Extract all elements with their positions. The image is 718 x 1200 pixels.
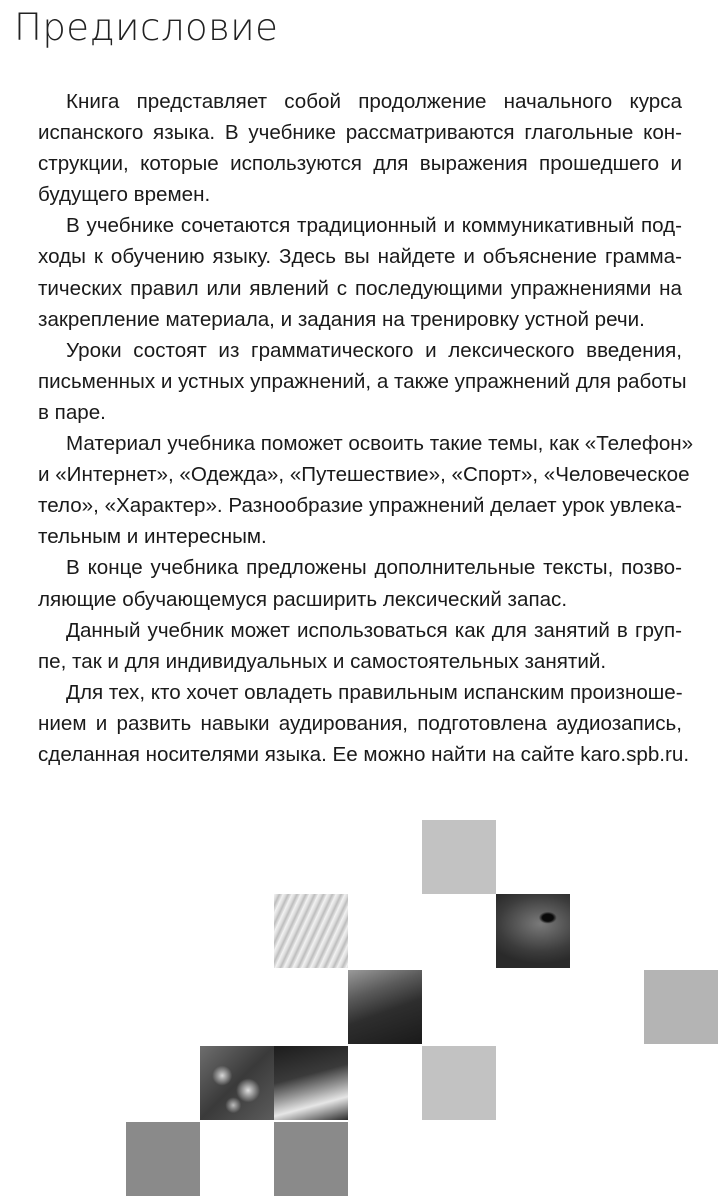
text-line: тельным и интересным. — [38, 525, 267, 549]
mosaic-tile — [422, 820, 496, 894]
mosaic-photo-tile — [348, 970, 422, 1044]
page-title: Предисловие — [14, 6, 279, 49]
text-line: и «Интернет», «Одежда», «Путешествие», «Спорт», «Человеческое — [38, 463, 690, 487]
text-line: закрепление материала, и задания на тренировку устной речи. — [38, 307, 645, 331]
mosaic-tile — [126, 1122, 200, 1196]
text-line: Материал учебника поможет освоить такие темы, как «Телефон» — [66, 432, 694, 456]
text-line: испанского языка. В учебнике рассматриваются глагольные кон- — [38, 121, 682, 145]
mosaic-photo-tile — [496, 894, 570, 968]
text-line: в паре. — [38, 400, 106, 424]
text-line: тических правил или явлений с последующими упражнениями на — [38, 276, 682, 300]
mosaic-photo-tile — [274, 894, 348, 968]
text-line: нием и развить навыки аудирования, подготовлена аудиозапись, — [38, 711, 682, 735]
text-line: ходы к обучению языку. Здесь вы найдете и объяснение грамма- — [38, 245, 682, 269]
text-line: пе, так и для индивидуальных и самостоятельных занятий. — [38, 649, 607, 673]
text-line: В конце учебника предложены дополнительные тексты, позво- — [66, 556, 682, 580]
text-line: тело», «Характер». Разнообразие упражнений делает урок увлека- — [38, 494, 682, 518]
mosaic-photo-tile — [274, 1046, 348, 1120]
mosaic-tile — [422, 1046, 496, 1120]
text-line: Данный учебник может использоваться как для занятий в груп- — [66, 618, 682, 642]
text-line: Книга представляет собой продолжение начального курса — [66, 90, 682, 113]
text-line: письменных и устных упражнений, а также упражнений для работы — [38, 369, 687, 393]
text-line: В учебнике сочетаются традиционный и коммуникативный под- — [66, 214, 682, 238]
text-line: Для тех, кто хочет овладеть правильным испанским произноше- — [66, 680, 683, 704]
text-line: струкции, которые используются для выражения прошедшего и — [38, 152, 682, 176]
preface-text — [38, 86, 694, 770]
mosaic-photo-tile — [200, 1046, 274, 1120]
text-line: будущего времен. — [38, 183, 211, 207]
text-line: сделанная носителями языка. Ее можно найти на сайте karo.spb.ru. — [38, 742, 690, 766]
mosaic-tile — [274, 1122, 348, 1196]
text-line: Уроки состоят из грамматического и лексического введения, — [66, 338, 682, 362]
mosaic-tile — [644, 970, 718, 1044]
text-line: ляющие обучающемуся расширить лексический запас. — [38, 587, 568, 611]
